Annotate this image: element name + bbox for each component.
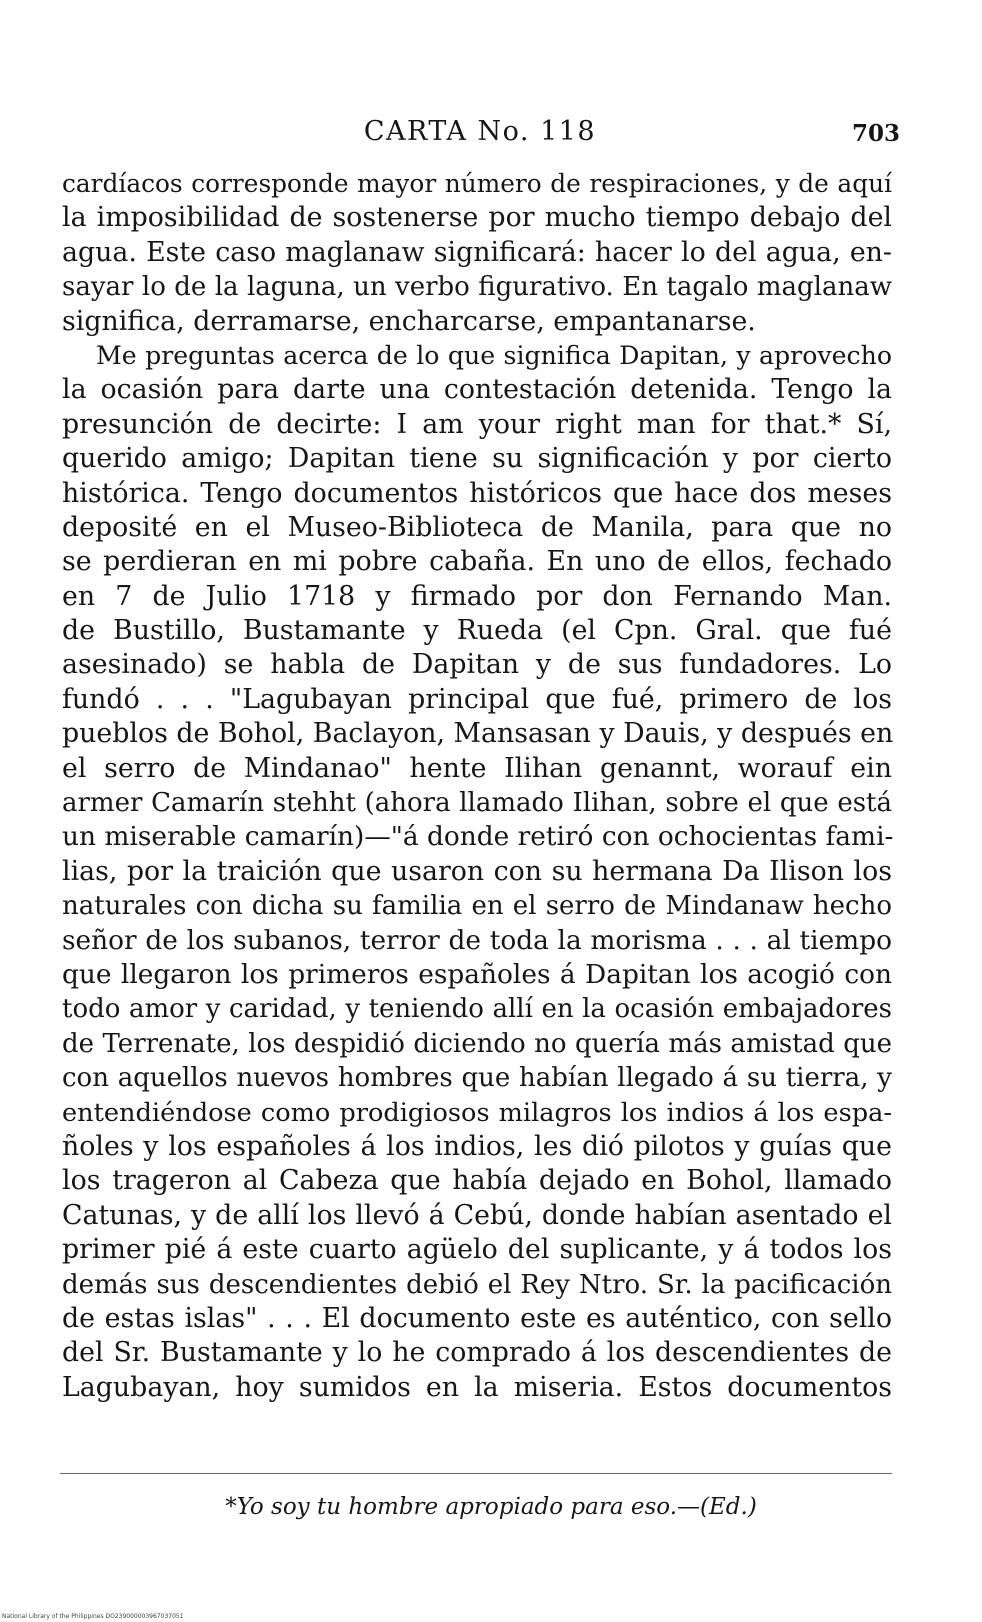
text-line: demás sus descendientes debió el Rey Ntro. Sr. la pacificación	[62, 1269, 892, 1300]
text-line: Lagubayan, hoy sumidos en la miseria. Estos documentos	[62, 1371, 892, 1403]
text-line: todo amor y caridad, y teniendo allí en la ocasión embajadores	[62, 994, 892, 1025]
body-text	[62, 167, 892, 1405]
text-line: entendiéndose como prodigiosos milagros los indios á los espa-	[62, 1097, 892, 1128]
page-number: 703	[851, 120, 900, 147]
text-line: en 7 de Julio 1718 y firmado por don Fernando Man.	[62, 580, 892, 612]
footnote-divider	[60, 1473, 892, 1474]
text-line: primer pié á este cuarto agüelo del suplicante, y á todos los	[62, 1234, 892, 1266]
text-line: se perdieran en mi pobre cabaña. En uno de ellos, fechado	[62, 546, 892, 578]
text-line: fundó . . . "Lagubayan principal que fué, primero de los	[62, 683, 892, 715]
text-line: Me preguntas acerca de lo que significa Dapitan, y aprovecho	[96, 340, 892, 370]
text-line: el serro de Mindanao" hente Ilihan genannt, worauf ein	[62, 752, 892, 784]
text-line: histórica. Tengo documentos históricos que hace dos meses	[62, 477, 892, 509]
catalog-note: National Library of the Philippines DO239000003967037051	[2, 1613, 184, 1620]
page-header	[60, 112, 900, 152]
text-line: naturales con dicha su familia en el serro de Mindanaw hecho	[62, 891, 892, 922]
text-line: lias, por la traición que usaron con su hermana Da Ilison los	[62, 855, 892, 887]
text-line: de Terrenate, los despidió diciendo no quería más amistad que	[62, 1028, 892, 1059]
text-line: deposité en el Museo-Biblioteca de Manila, para que no	[62, 511, 892, 543]
text-line: de estas islas" . . . El documento este es auténtico, con sello	[62, 1302, 892, 1334]
text-line: señor de los subanos, terror de toda la morisma . . . al tiempo	[62, 924, 892, 956]
text-line: la imposibilidad de sostenerse por mucho tiempo debajo del	[62, 202, 892, 234]
text-line: agua. Este caso maglanaw significará: hacer lo del agua, en-	[62, 236, 892, 268]
text-line: los trageron al Cabeza que había dejado en Bohol, llamado	[62, 1165, 892, 1197]
text-line: la ocasión para darte una contestación detenida. Tengo la	[62, 374, 892, 406]
text-line: sayar lo de la laguna, un verbo figurativo. En tagalo maglanaw	[62, 272, 892, 303]
text-line: un miserable camarín)—"á donde retiró con ochocientas fami-	[62, 821, 894, 853]
text-line: con aquellos nuevos hombres que habían llegado á su tierra, y	[62, 1063, 892, 1094]
text-line: que llegaron los primeros españoles á Dapitan los acogió con	[62, 958, 892, 990]
text-line: presunción de decirte: I am your right man for that.* Sí,	[62, 408, 892, 440]
text-line: del Sr. Bustamante y lo he comprado á los descendientes de	[62, 1337, 892, 1369]
text-line: Catunas, y de allí los llevó á Cebú, donde habían asentado el	[62, 1199, 892, 1231]
text-line: pueblos de Bohol, Baclayon, Mansasan y Dauis, y después en	[62, 718, 894, 750]
running-title: CARTA No. 118	[363, 116, 597, 147]
footnote: *Yo soy tu hombre apropiado para eso.—(Ed.)	[225, 1494, 757, 1520]
text-line: cardíacos corresponde mayor número de respiraciones, y de aquí	[62, 169, 892, 198]
text-line: de Bustillo, Bustamante y Rueda (el Cpn. Gral. que fué	[62, 615, 892, 647]
text-line: significa, derramarse, encharcarse, empantanarse.	[62, 305, 756, 337]
text-line: asesinado) se habla de Dapitan y de sus fundadores. Lo	[62, 649, 892, 681]
text-line: armer Camarín stehht (ahora llamado Ilihan, sobre el que está	[62, 788, 892, 819]
text-line: querido amigo; Dapitan tiene su significación y por cierto	[62, 443, 892, 475]
text-line: ñoles y los españoles á los indios, les dió pilotos y guías que	[62, 1130, 892, 1162]
